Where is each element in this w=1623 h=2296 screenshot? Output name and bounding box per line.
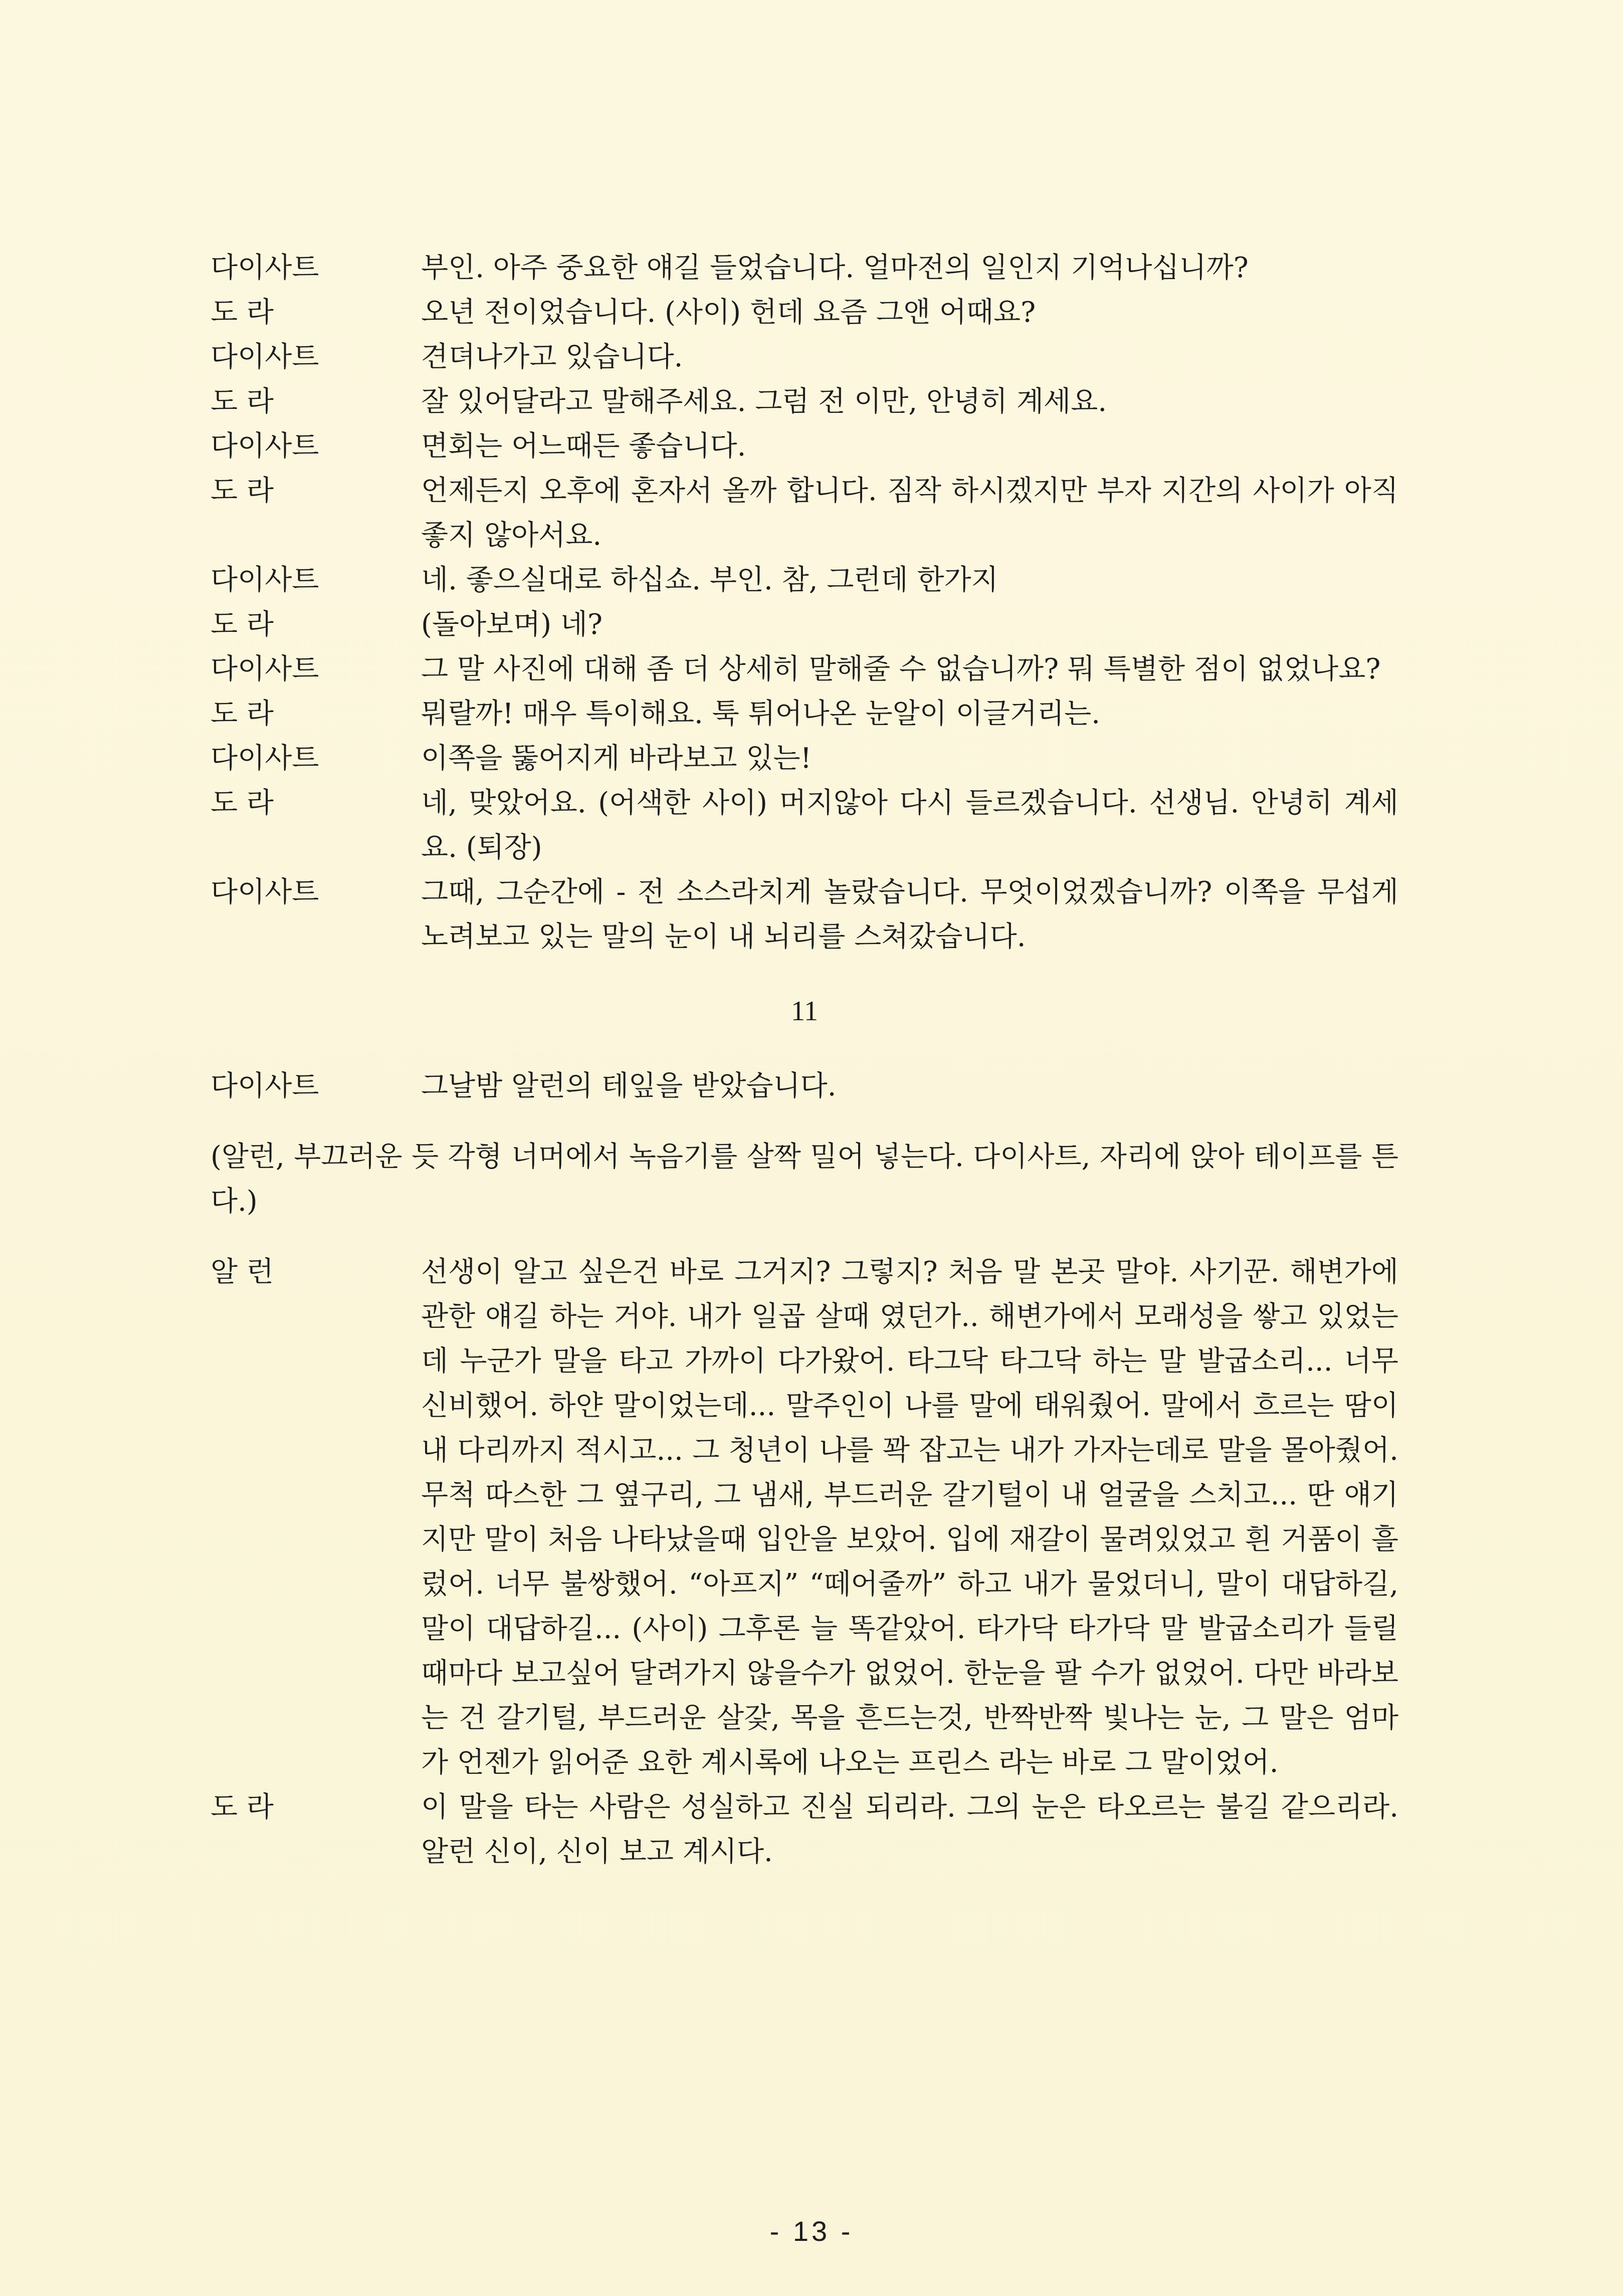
dialogue-line: 잘 있어달라고 말해주세요. 그럼 전 이만, 안녕히 계세요. <box>421 385 1107 418</box>
dialogue-line: 면회는 어느때든 좋습니다. <box>421 430 746 463</box>
dialogue-line: 견뎌나가고 있습니다. <box>421 341 683 373</box>
dialogue-row <box>211 290 1398 335</box>
dialogue-line: 그날밤 알런의 테잎을 받았습니다. <box>421 1070 837 1102</box>
dialogue-line: 선생이 알고 싶은건 바로 그거지? 그렇지? 처음 말 본곳 말야. 사기꾼. 해변가에 관한 얘길 하는 거야. 내가 일곱 살때 였던가.. 해변가에서 모래성을 쌓고 있었는데 누군가 말을 타고 가까이 다가왔어. 타그닥 타그닥 하는 말 발굽소리... 너무 신비했어. 하얀 말이었는데... 말주인이 나를 말에 태워줬어. 말에서 흐르는 땀이 내 다리까지 적시고... 그 청년이 나를 꽉 잡고는 내가 가자는데로 말을 몰아줬어. 무척 따스한 그 옆구리, 그 냄새, 부드러운 갈기털이 내 얼굴을 스치고... 딴 얘기지만 말이 처음 나타났을때 입안을 보았어. 입에 재갈이 물려있었고 흰 거품이 흘렀어. 너무 불쌍했어. “아프지” “떼어줄까” 하고 내가 물었더니, 말이 대답하길, 말이 대답하길... (사이) 그후론 늘 똑같았어. 타가닥 타가닥 말 발굽소리가 들릴때마다 보고싶어 달려가지 않을수가 없었어. 한눈을 팔 수가 없었어. 다만 바라보는 건 갈기털, 부드러운 살갗, 목을 흔드는것, 반짝반짝 빛나는 눈, 그 말은 엄마가 언젠가 읽어준 요한 계시록에 나오는 프린스 라는 바로 그 말이었어. <box>421 1256 1398 1779</box>
speaker-name: 도 라 <box>211 1791 274 1823</box>
dialogue-block-2 <box>211 1064 1398 1108</box>
speaker-name: 알 런 <box>211 1256 274 1288</box>
dialogue-block-3 <box>211 1250 1398 1874</box>
dialogue-line: 네, 맞았어요. (어색한 사이) 머지않아 다시 들르겠습니다. 선생님. 안녕히 계세요. (퇴장) <box>421 787 1398 864</box>
speaker-name: 다이사트 <box>211 430 319 463</box>
dialogue-block-1 <box>211 246 1398 959</box>
dialogue-row <box>211 246 1398 290</box>
speaker-name: 도 라 <box>211 698 274 730</box>
dialogue-row <box>211 1064 1398 1108</box>
dialogue-line: 그 말 사진에 대해 좀 더 상세히 말해줄 수 없습니까? 뭐 특별한 점이 없었나요? <box>421 653 1381 685</box>
dialogue-row <box>211 424 1398 469</box>
speaker-name: 다이사트 <box>211 341 319 373</box>
dialogue-row <box>211 870 1398 959</box>
speaker-name: 다이사트 <box>211 1070 319 1102</box>
dialogue-line: (돌아보며) 네? <box>421 608 602 641</box>
dialogue-line: 그때, 그순간에 - 전 소스라치게 놀랐습니다. 무엇이었겠습니까? 이쪽을 무섭게 노려보고 있는 말의 눈이 내 뇌리를 스쳐갔습니다. <box>421 876 1398 953</box>
dialogue-line: 오년 전이었습니다. (사이) 헌데 요즘 그앤 어때요? <box>421 296 1036 329</box>
dialogue-row <box>211 335 1398 379</box>
script-body <box>211 246 1398 1874</box>
speaker-name: 다이사트 <box>211 876 319 908</box>
speaker-name: 다이사트 <box>211 653 319 685</box>
dialogue-row <box>211 469 1398 558</box>
dialogue-row <box>211 602 1398 647</box>
dialogue-line: 부인. 아주 중요한 얘길 들었습니다. 얼마전의 일인지 기억나십니까? <box>421 252 1249 284</box>
dialogue-row <box>211 1785 1398 1874</box>
dialogue-line: 뭐랄까! 매우 특이해요. 툭 튀어나온 눈알이 이글거리는. <box>421 698 1101 730</box>
dialogue-line: 네. 좋으실대로 하십쇼. 부인. 참, 그런데 한가지 <box>421 564 998 596</box>
speaker-name: 다이사트 <box>211 252 319 284</box>
speaker-name: 도 라 <box>211 385 274 418</box>
dialogue-row <box>211 558 1398 602</box>
dialogue-line: 이쪽을 뚫어지게 바라보고 있는! <box>421 742 812 775</box>
speaker-name: 도 라 <box>211 787 274 819</box>
stage-direction: (알런, 부끄러운 듯 각형 너머에서 녹음기를 살짝 밀어 넣는다. 다이사트, 자리에 앉아 테이프를 튼다.) <box>211 1140 1398 1218</box>
dialogue-row <box>211 736 1398 781</box>
page-number: - 13 - <box>769 2215 854 2247</box>
dialogue-row <box>211 781 1398 870</box>
speaker-name: 도 라 <box>211 608 274 641</box>
dialogue-row <box>211 647 1398 692</box>
dialogue-line: 언제든지 오후에 혼자서 올까 합니다. 짐작 하시겠지만 부자 지간의 사이가 아직 좋지 않아서요. <box>421 475 1398 552</box>
dialogue-row <box>211 692 1398 736</box>
speaker-name: 다이사트 <box>211 564 319 596</box>
dialogue-row <box>211 379 1398 424</box>
speaker-name: 다이사트 <box>211 742 319 775</box>
scene-number: 11 <box>791 996 818 1027</box>
dialogue-row <box>211 1250 1398 1785</box>
speaker-name: 도 라 <box>211 475 274 507</box>
dialogue-line: 이 말을 타는 사람은 성실하고 진실 되리라. 그의 눈은 타오르는 불길 같으리라. 알런 신이, 신이 보고 계시다. <box>421 1791 1398 1868</box>
speaker-name: 도 라 <box>211 296 274 329</box>
